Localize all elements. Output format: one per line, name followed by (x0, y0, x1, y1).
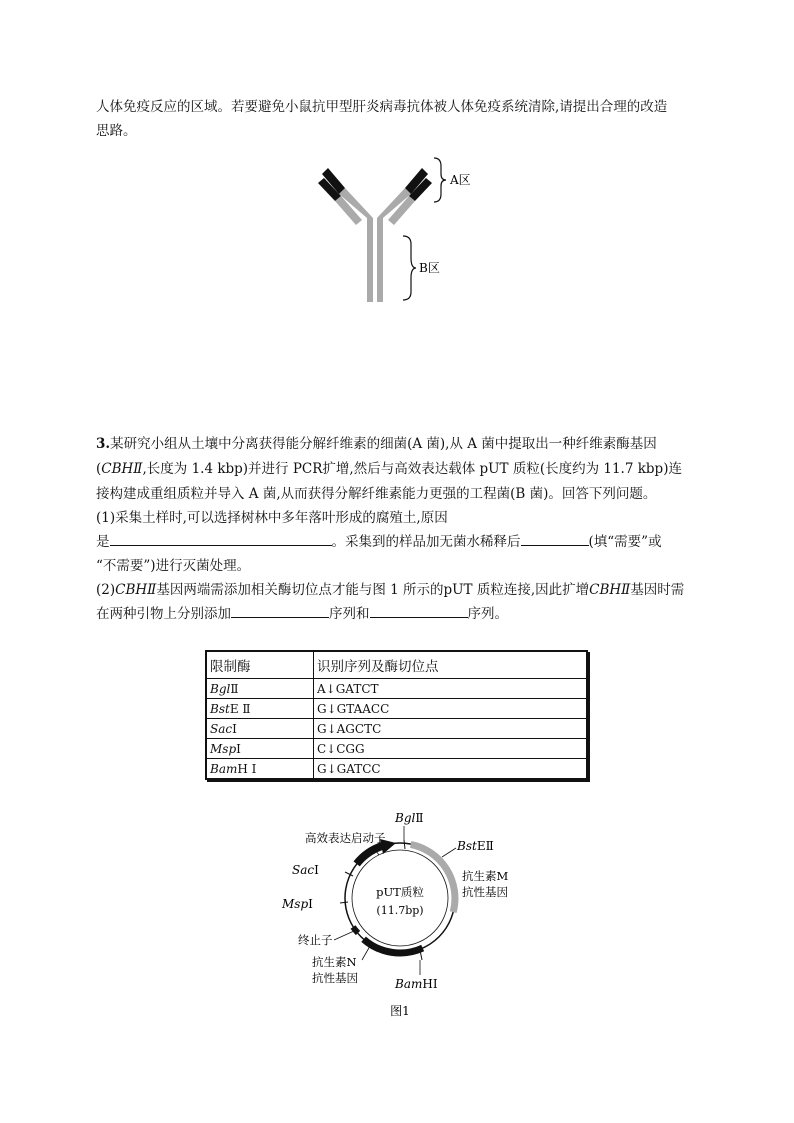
resistance-n-label-2: 抗性基因 (312, 971, 358, 985)
intro-line-2: 思路。 (96, 123, 137, 139)
msp-label: MspⅠ (282, 897, 313, 911)
intro-line-1: 人体免疫反应的区域。若要避免小鼠抗甲型肝炎病毒抗体被人体免疫系统清除,请提出合理的改造 (96, 99, 668, 115)
part2-end: 基因时需 (630, 582, 685, 598)
gene-name: CBHⅡ (101, 461, 143, 477)
antibody-figure (315, 150, 485, 310)
part1-end: (填“需要”或 (588, 534, 662, 550)
table-row (206, 759, 587, 780)
part2-text-c: 序列。 (467, 606, 508, 622)
gene-name: CBHⅡ (115, 582, 157, 598)
answer-blank-1[interactable] (110, 530, 332, 546)
table-row (206, 699, 587, 719)
enzyme-site: G↓GATCC (314, 759, 588, 780)
sac-label: SacⅠ (292, 863, 319, 877)
bst-label: BstEⅡ (457, 839, 494, 853)
question3-line-3: 接构建成重组质粒并导入 A 菌,从而获得分解纤维素能力更强的工程菌(B 菌)。回答下列问题。 (96, 486, 657, 502)
bst-leader (442, 848, 456, 857)
question-number: 3. (96, 436, 111, 452)
enzyme-site: G↓AGCTC (314, 719, 588, 739)
question3-line-2: (CBHⅡ,长度为 1.4 kbp)并进行 PCR扩增,然后与高效表达载体 pUT 质粒(长度约为 11.7 kbp)连 (96, 461, 682, 477)
plasmid-size: (11.7bp) (376, 904, 424, 917)
part1-line-1: (1)采集土样时,可以选择树林中多年落叶形成的腐殖土,原因 (96, 510, 448, 526)
enzyme-site: G↓GTAACC (314, 699, 588, 719)
terminator-leader (334, 931, 354, 940)
enzyme-name: BamH Ⅰ (206, 759, 314, 780)
resistance-n-leader (362, 946, 370, 960)
promoter-label: 高效表达启动子 (305, 831, 386, 845)
header-site: 识别序列及酶切位点 (314, 651, 588, 679)
gene-name: CBHⅡ (589, 582, 631, 598)
part1-line-2 (96, 530, 696, 554)
part2-text-b: 序列和 (329, 606, 370, 622)
table-row (206, 739, 587, 759)
header-enzyme: 限制酶 (206, 651, 314, 679)
plasmid-figure (270, 800, 530, 1025)
question3-line-1 (96, 432, 696, 456)
label-a-region: A区 (450, 173, 471, 187)
brace-a (434, 158, 446, 202)
question3-text-1: 某研究小组从土壤中分离获得能分解纤维素的细菌(A 菌),从 A 菌中提取出一种纤维素酶基因 (110, 436, 657, 452)
table-row (206, 679, 587, 699)
part2-prefix: (2) (96, 582, 116, 598)
bam-label: BamHⅠ (395, 977, 438, 991)
part2-line-2 (96, 602, 696, 626)
part1-is: 是 (96, 534, 110, 550)
question3-text-2: ,长度为 1.4 kbp)并进行 PCR扩增,然后与高效表达载体 pUT 质粒(长度约为 11.7 kbp)连 (142, 461, 682, 477)
part2-text-a: 在两种引物上分别添加 (96, 606, 231, 622)
bgl-label: BglⅡ (395, 811, 424, 825)
label-b-region: B区 (419, 261, 440, 275)
bgl-site-tick (404, 840, 405, 849)
enzyme-table (205, 650, 588, 780)
terminator-segment (353, 927, 358, 933)
brace-b (403, 236, 416, 300)
antibody-variable-regions (318, 168, 432, 201)
part2-text: 基因两端需添加相关酶切位点才能与图 1 所示的pUT 质粒连接,因此扩增 (156, 582, 590, 598)
resistance-m-label-1: 抗生素M (462, 869, 509, 883)
enzyme-name: BglⅡ (206, 679, 314, 699)
answer-blank-2[interactable] (521, 530, 589, 546)
resistance-n-gene (364, 939, 423, 953)
part1-mid: 。采集到的样品加无菌水稀释后 (331, 534, 521, 550)
resistance-m-gene (411, 844, 455, 912)
table-header-row (206, 651, 587, 679)
answer-blank-3[interactable] (231, 602, 329, 618)
terminator-label: 终止子 (298, 933, 333, 947)
enzyme-name: MspⅠ (206, 739, 314, 759)
antibody-heavy-chains (339, 188, 411, 302)
resistance-m-label-2: 抗性基因 (462, 885, 508, 899)
figure-caption: 图1 (390, 1004, 410, 1018)
plasmid-name: pUT质粒 (376, 885, 424, 899)
enzyme-name: BstE Ⅱ (206, 699, 314, 719)
enzyme-site: A↓GATCT (314, 679, 588, 699)
answer-blank-4[interactable] (370, 602, 468, 618)
part1-line-3: “不需要”)进行灭菌处理。 (96, 558, 251, 574)
table-row (206, 719, 587, 739)
enzyme-name: SacⅠ (206, 719, 314, 739)
enzyme-site: C↓CGG (314, 739, 588, 759)
resistance-n-label-1: 抗生素N (312, 955, 357, 969)
msp-site-tick (340, 902, 348, 903)
part2-line-1 (96, 578, 696, 602)
